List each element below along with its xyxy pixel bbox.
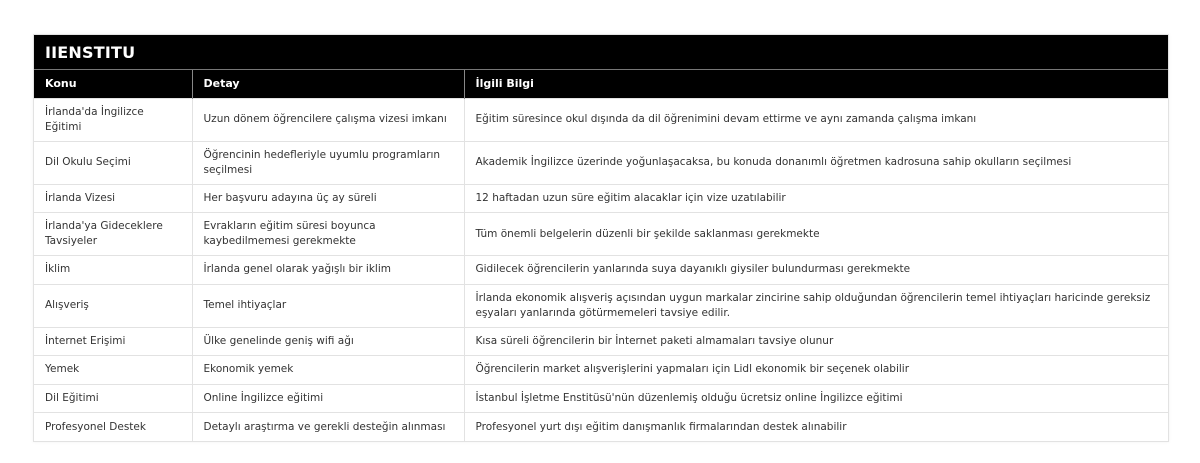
table-row (34, 213, 1168, 256)
table-row (34, 384, 1168, 413)
cell-detay: İrlanda genel olarak yağışlı bir iklim (192, 256, 464, 285)
cell-detay: Online İngilizce eğitimi (192, 384, 464, 413)
column-header-konu: Konu (34, 70, 192, 98)
table-row (34, 413, 1168, 442)
cell-detay: Evrakların eğitim süresi boyunca kaybedilmemesi gerekmekte (192, 213, 464, 256)
cell-bilgi: Gidilecek öğrencilerin yanlarında suya dayanıklı giysiler bulundurması gerekmekte (464, 256, 1168, 285)
cell-bilgi: Profesyonel yurt dışı eğitim danışmanlık firmalarından destek alınabilir (464, 413, 1168, 442)
cell-konu: Dil Okulu Seçimi (34, 141, 192, 184)
table-row (34, 256, 1168, 285)
table-row (34, 184, 1168, 213)
table-row (34, 98, 1168, 141)
cell-konu: Alışveriş (34, 284, 192, 327)
header-row (34, 70, 1168, 98)
cell-bilgi: Kısa süreli öğrencilerin bir İnternet paketi almamaları tavsiye olunur (464, 327, 1168, 356)
cell-konu: İrlanda'da İngilizce Eğitimi (34, 98, 192, 141)
column-header-detay: Detay (192, 70, 464, 98)
table-row (34, 327, 1168, 356)
cell-bilgi: 12 haftadan uzun süre eğitim alacaklar için vize uzatılabilir (464, 184, 1168, 213)
cell-bilgi: Öğrencilerin market alışverişlerini yapmaları için Lidl ekonomik bir seçenek olabilir (464, 356, 1168, 385)
table-row (34, 141, 1168, 184)
cell-detay: Ekonomik yemek (192, 356, 464, 385)
cell-bilgi: İstanbul İşletme Enstitüsü'nün düzenlemiş olduğu ücretsiz online İngilizce eğitimi (464, 384, 1168, 413)
cell-detay: Temel ihtiyaçlar (192, 284, 464, 327)
cell-detay: Detaylı araştırma ve gerekli desteğin alınması (192, 413, 464, 442)
table-row (34, 356, 1168, 385)
cell-konu: Dil Eğitimi (34, 384, 192, 413)
cell-bilgi: Eğitim süresince okul dışında da dil öğrenimini devam ettirme ve aynı zamanda çalışma imkanı (464, 98, 1168, 141)
cell-konu: İrlanda'ya Gideceklere Tavsiyeler (34, 213, 192, 256)
table-row (34, 284, 1168, 327)
cell-konu: Profesyonel Destek (34, 413, 192, 442)
cell-detay: Uzun dönem öğrencilere çalışma vizesi imkanı (192, 98, 464, 141)
table-title: IIENSTITU (34, 35, 1168, 70)
cell-bilgi: Akademik İngilizce üzerinde yoğunlaşacaksa, bu konuda donanımlı öğretmen kadrosuna sahip okulların seçilmesi (464, 141, 1168, 184)
cell-konu: Yemek (34, 356, 192, 385)
info-table (34, 70, 1168, 441)
cell-konu: İklim (34, 256, 192, 285)
cell-detay: Her başvuru adayına üç ay süreli (192, 184, 464, 213)
column-header-ilgili-bilgi: İlgili Bilgi (464, 70, 1168, 98)
cell-konu: İrlanda Vizesi (34, 184, 192, 213)
cell-detay: Öğrencinin hedefleriyle uyumlu programların seçilmesi (192, 141, 464, 184)
cell-detay: Ülke genelinde geniş wifi ağı (192, 327, 464, 356)
cell-konu: İnternet Erişimi (34, 327, 192, 356)
cell-bilgi: Tüm önemli belgelerin düzenli bir şekilde saklanması gerekmekte (464, 213, 1168, 256)
cell-bilgi: İrlanda ekonomik alışveriş açısından uygun markalar zincirine sahip olduğundan öğrencilerin temel ihtiyaçları haricinde gereksiz eşyaları yanlarında götürmemeleri tavsiye edilir. (464, 284, 1168, 327)
info-table-container (33, 34, 1169, 442)
